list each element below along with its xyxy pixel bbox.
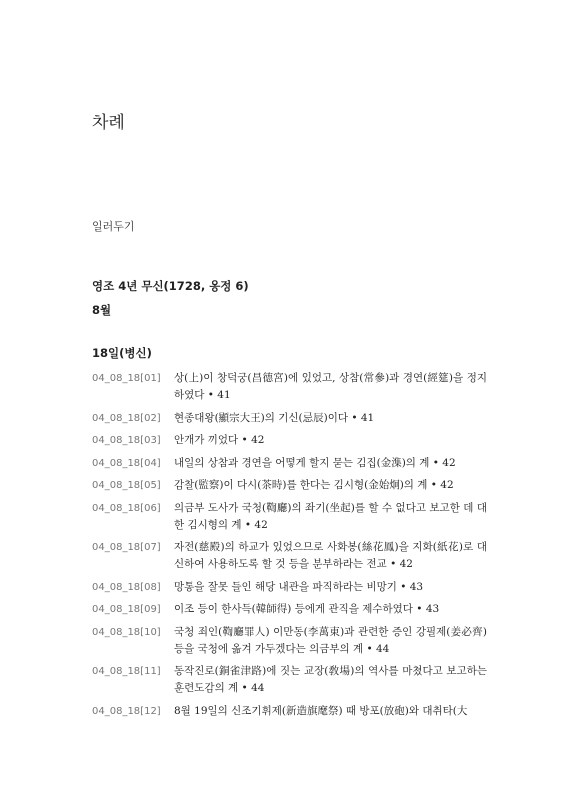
entry-text: 이조 등이 한사득(韓師得) 등에게 관직을 제수하였다 • 43	[174, 603, 440, 615]
entry-code: 04_08_18[07]	[92, 542, 161, 553]
entry-text: 8월 19일의 신조기휘제(新造旗麾祭) 때 방포(放砲)와 대취타(大	[174, 704, 468, 717]
list-item[interactable]	[92, 663, 487, 697]
entry-text: 의금부 도사가 국청(鞫廳)의 좌기(坐起)를 할 수 없다고 보고한 데 대한 김시형의 계 • 42	[174, 501, 487, 531]
entry-text: 현종대왕(顯宗大王)의 기신(忌辰)이다 • 41	[174, 411, 375, 424]
list-item[interactable]	[92, 579, 487, 596]
list-item[interactable]	[92, 432, 487, 449]
list-item[interactable]	[92, 500, 487, 534]
entry-text: 국청 죄인(鞫廳罪人) 이만동(李萬東)과 관련한 증인 강필제(姜必齊) 등을 국청에 옮겨 가두겠다는 의금부의 계 • 44	[174, 625, 487, 655]
entry-text: 안개가 끼었다 • 42	[174, 434, 265, 446]
list-item[interactable]	[92, 539, 487, 573]
entry-code: 04_08_18[05]	[92, 480, 161, 491]
entry-code: 04_08_18[01]	[92, 373, 161, 384]
entry-text: 감찰(監察)이 다시(茶時)를 한다는 김시형(金始炯)의 계 • 42	[174, 479, 454, 491]
list-item[interactable]	[92, 455, 487, 472]
entry-text: 상(上)이 창덕궁(昌德宮)에 있었고, 상참(常參)과 경연(經筵)을 정지하였다 • 41	[174, 372, 487, 401]
entry-code: 04_08_18[04]	[92, 457, 161, 469]
entry-text: 동작진로(銅雀津路)에 짓는 교장(敎場)의 역사를 마쳤다고 보고하는 훈련도감의 계 • 44	[174, 665, 487, 694]
year-heading: 영조 4년 무신(1728, 옹정 6)	[92, 279, 249, 293]
entry-code: 04_08_18[08]	[92, 581, 161, 593]
entry-code: 04_08_18[06]	[92, 502, 161, 514]
list-item[interactable]	[92, 624, 487, 658]
entry-text: 망통을 잘못 들인 해당 내관을 파직하라는 비망기 • 43	[174, 580, 424, 593]
list-item[interactable]	[92, 410, 487, 427]
entry-text: 자전(慈殿)의 하교가 있었으므로 사화봉(絲花鳳)을 지화(紙花)로 대신하여 사용하도록 할 것 등을 분부하라는 전교 • 42	[174, 541, 487, 570]
day-heading: 18일(병신)	[92, 346, 152, 360]
entry-code: 04_08_18[09]	[92, 604, 161, 615]
month-heading: 8월	[92, 303, 112, 317]
entry-code: 04_08_18[02]	[92, 412, 161, 424]
list-item[interactable]	[92, 601, 487, 618]
page-title: 차례	[92, 113, 125, 133]
list-item[interactable]	[92, 703, 487, 720]
intro-link[interactable]: 일러두기	[92, 220, 135, 233]
entry-code: 04_08_18[10]	[92, 626, 161, 638]
list-item[interactable]	[92, 370, 487, 404]
list-item[interactable]	[92, 477, 487, 494]
entry-code: 04_08_18[03]	[92, 435, 161, 446]
entry-code: 04_08_18[12]	[92, 705, 161, 717]
entry-text: 내일의 상참과 경연을 어떻게 할지 묻는 김집(金潗)의 계 • 42	[174, 456, 456, 469]
entry-list	[92, 370, 487, 725]
entry-code: 04_08_18[11]	[92, 666, 161, 677]
